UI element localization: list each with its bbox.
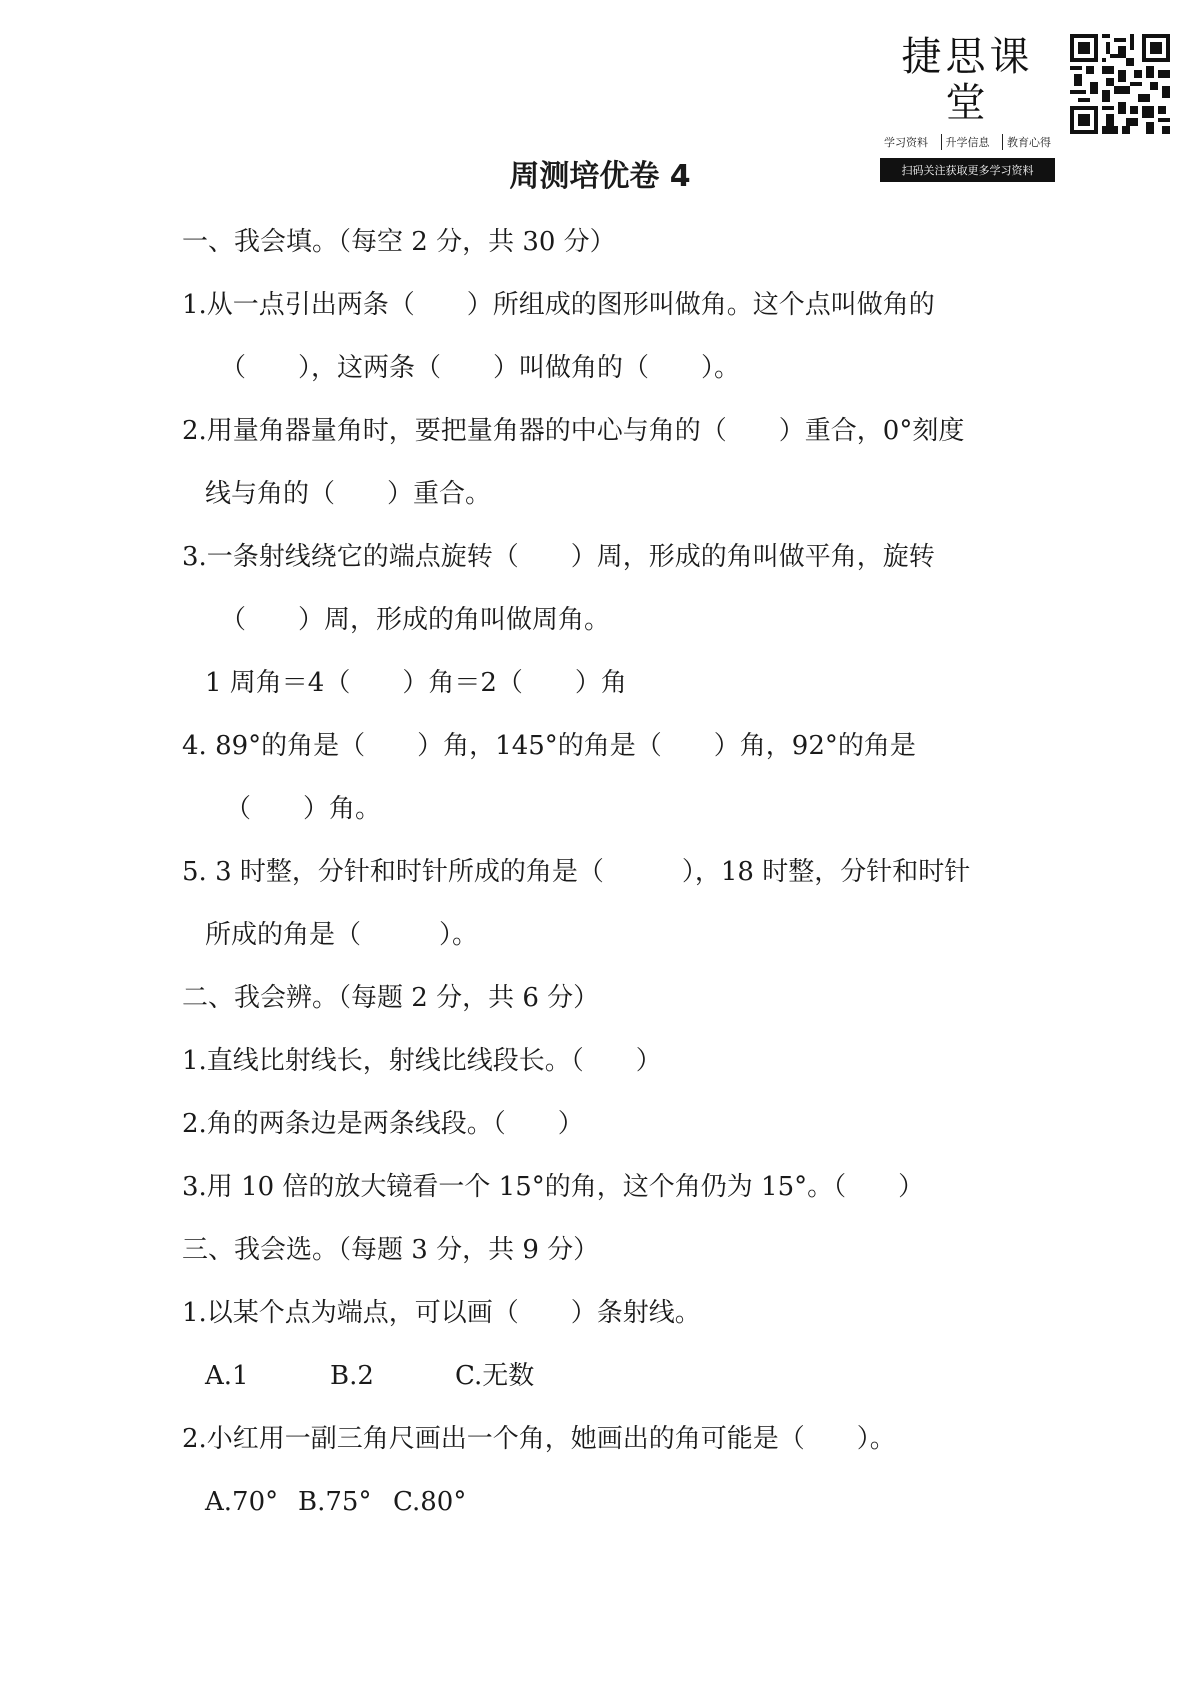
question-text: 所成的角是（ ）。 (205, 920, 479, 950)
option-b: B.75° (298, 1487, 372, 1517)
section-heading-judge: 二、我会辨。（每题 2 分，共 6 分） (182, 983, 600, 1013)
question-text: （ ）角。 (225, 794, 382, 824)
option-a: A.1 (205, 1361, 249, 1391)
question-text: 1.以某个点为端点，可以画（ ）条射线。 (182, 1298, 701, 1328)
brand-tags (880, 134, 1055, 150)
section-heading-choose: 三、我会选。（每题 3 分，共 9 分） (182, 1235, 600, 1265)
question-text: 1 周角＝4（ ）角＝2（ ）角 (205, 668, 627, 698)
question-text: 线与角的（ ）重合。 (205, 479, 492, 509)
question-text: 3.用 10 倍的放大镜看一个 15°的角，这个角仍为 15°。（ ） (182, 1172, 925, 1202)
question-text: （ ）周，形成的角叫做周角。 (220, 605, 611, 635)
brand-name: 捷思课堂 (901, 34, 1034, 126)
brand-tag: 升学信息 (941, 134, 994, 150)
option-b: B.2 (330, 1361, 374, 1391)
qr-code-icon (1070, 34, 1170, 134)
question-text: 2.用量角器量角时，要把量角器的中心与角的（ ）重合，0°刻度 (182, 416, 965, 446)
brand-banner: 扫码关注获取更多学习资料 (880, 158, 1055, 182)
section-heading-fill: 一、我会填。（每空 2 分，共 30 分） (182, 227, 616, 257)
page-title: 周测培优卷 4 (509, 159, 691, 194)
question-text: 2.角的两条边是两条线段。（ ） (182, 1109, 584, 1139)
question-text: （ ），这两条（ ）叫做角的（ ）。 (220, 353, 741, 383)
question-text: 4. 89°的角是（ ）角，145°的角是（ ）角，92°的角是 (182, 731, 916, 761)
question-text: 3.一条射线绕它的端点旋转（ ）周，形成的角叫做平角，旋转 (182, 542, 935, 572)
option-c: C.无数 (455, 1361, 535, 1391)
brand-tag: 教育心得 (1002, 134, 1055, 150)
question-text: 1.直线比射线长，射线比线段长。（ ） (182, 1046, 662, 1076)
question-text: 2.小红用一副三角尺画出一个角，她画出的角可能是（ ）。 (182, 1424, 896, 1454)
question-text: 5. 3 时整，分针和时针所成的角是（ ），18 时整，分针和时针 (182, 857, 971, 887)
option-c: C.80° (393, 1487, 467, 1517)
question-text: 1.从一点引出两条（ ）所组成的图形叫做角。这个点叫做角的 (182, 290, 935, 320)
brand-tag: 学习资料 (884, 136, 928, 149)
option-a: A.70° (205, 1487, 279, 1517)
